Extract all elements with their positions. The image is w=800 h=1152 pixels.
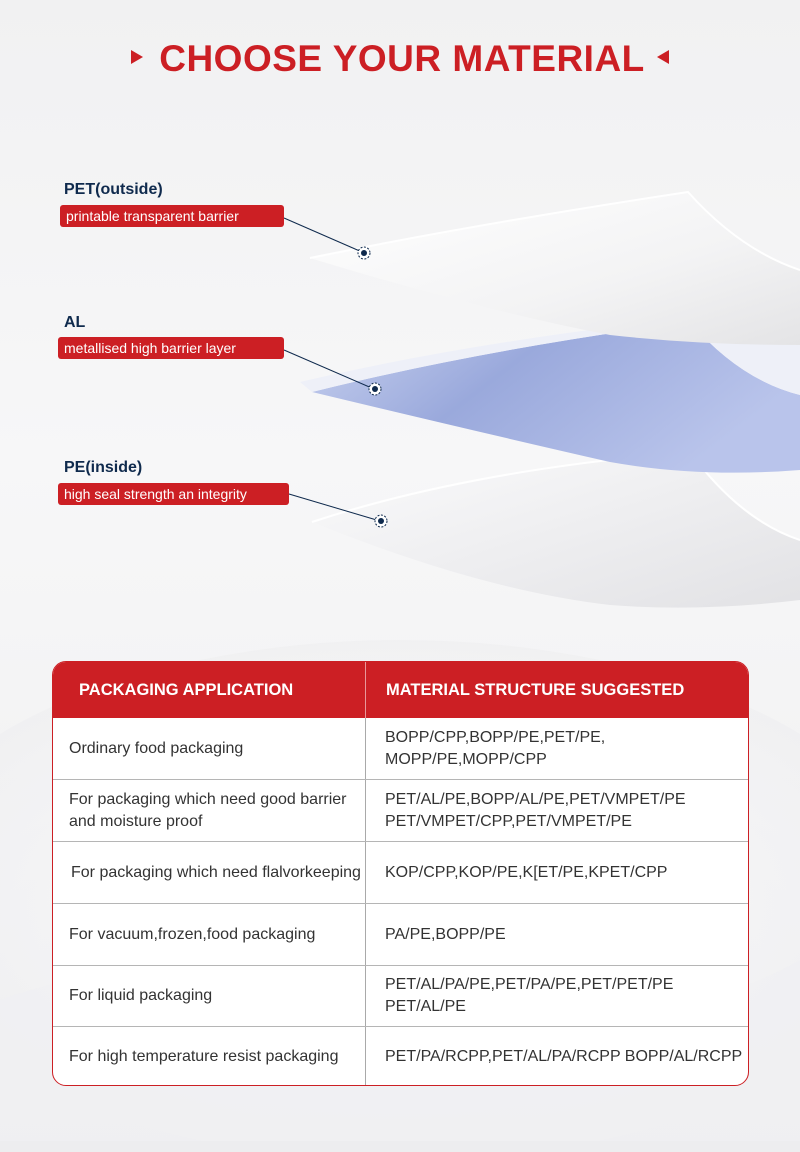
table-row: [53, 903, 748, 965]
layer-desc-pe: high seal strength an integrity: [58, 483, 289, 505]
header-material-structure: MATERIAL STRUCTURE SUGGESTED: [386, 681, 685, 699]
layer-name-pe: PE(inside): [64, 459, 143, 476]
structure-cell: KOP/CPP,KOP/PE,K[ET/PE,KPET/CPP: [385, 863, 668, 881]
application-cell: For liquid packaging: [69, 987, 213, 1004]
structure-cell: PA/PE,BOPP/PE: [385, 925, 506, 943]
header-packaging-application: PACKAGING APPLICATION: [79, 681, 294, 699]
application-cell: For packaging which need flalvorkeeping: [71, 863, 361, 881]
layer-name-al: AL: [64, 314, 86, 331]
material-table: [52, 661, 749, 1086]
table-row: [53, 965, 748, 1026]
application-cell: For high temperature resist packaging: [69, 1048, 339, 1065]
structure-cell: PET/PA/RCPP,PET/AL/PA/RCPP BOPP/AL/RCPP: [385, 1048, 743, 1065]
layer-desc-al: metallised high barrier layer: [58, 337, 284, 359]
page-title: CHOOSE YOUR MATERIAL: [0, 38, 800, 80]
bottom-strip: [0, 1141, 800, 1152]
layer-name-pet: PET(outside): [64, 181, 163, 198]
pe-marker-icon: [375, 515, 387, 527]
structure-cell: PET/AL/PE,BOPP/AL/PE,PET/VMPET/PE PET/VMPET/CPP,PET/VMPET/PE: [385, 790, 686, 830]
header-column-divider: [365, 662, 366, 718]
structure-cell: BOPP/CPP,BOPP/PE,PET/PE, MOPP/PE,MOPP/CPP: [385, 728, 606, 768]
arrow-right-icon: [131, 50, 143, 64]
table-row: [53, 841, 748, 903]
arrow-left-icon: [657, 50, 669, 64]
structure-cell: PET/AL/PA/PE,PET/PA/PE,PET/PET/PE PET/AL/PE: [385, 976, 674, 1015]
application-cell: Ordinary food packaging: [69, 739, 244, 757]
table-row: [53, 1026, 748, 1086]
table-row: [53, 779, 748, 841]
al-marker-icon: [369, 383, 381, 395]
pet-marker-icon: [358, 247, 370, 259]
table-header: [53, 662, 748, 718]
application-cell: For packaging which need good barrier and moisture proof: [69, 790, 347, 830]
layer-desc-pet: printable transparent barrier: [60, 205, 284, 227]
table-row: [53, 718, 748, 779]
application-cell: For vacuum,frozen,food packaging: [69, 925, 316, 943]
